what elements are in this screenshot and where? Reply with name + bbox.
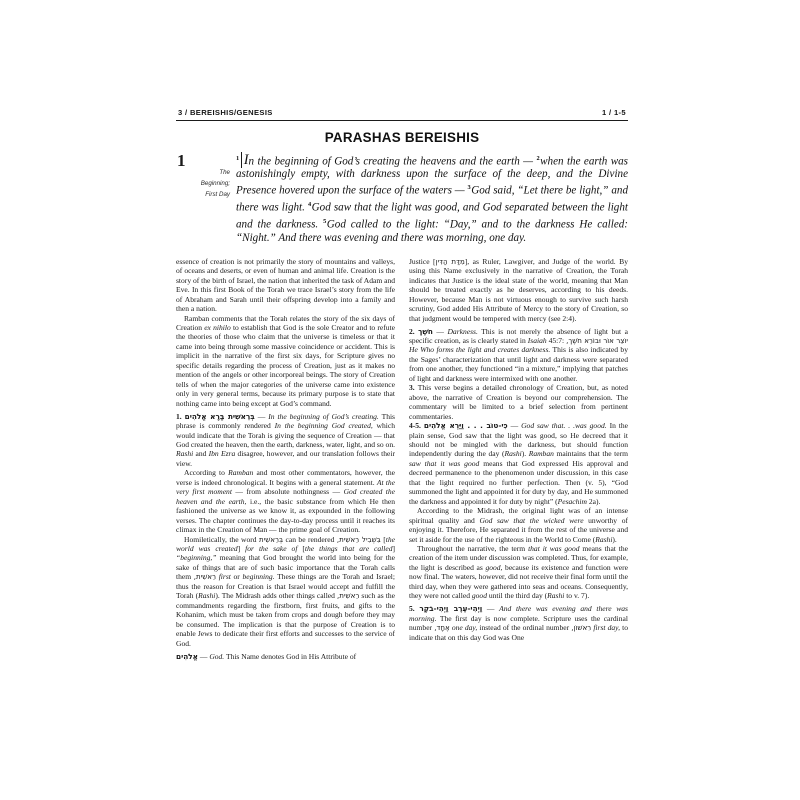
- text-run: He Who forms the light and creates darkness.: [409, 345, 551, 355]
- book-page: [176, 108, 628, 708]
- text-run: Ramban: [528, 449, 554, 459]
- hebrew-phrase: יוֹצֵר אוֹר וּבוֹרֵא חֹשֶׁך,: [566, 336, 628, 346]
- hebrew-phrase: מִדַּת הַדִּין: [435, 256, 465, 266]
- text-run: —: [197, 651, 210, 661]
- text-run: that it was good: [528, 544, 580, 553]
- text-run: maintains that the term: [553, 449, 628, 459]
- text-run: Ibn Ezra: [208, 449, 236, 459]
- text-run: God saw that. . .was good.: [521, 421, 607, 431]
- verse-number: 2: [536, 154, 540, 162]
- text-run: 3.: [409, 383, 418, 393]
- commentary-paragraph: [176, 314, 395, 409]
- text-run: Rashi: [198, 591, 216, 601]
- verse-number: 5: [323, 217, 327, 225]
- commentary-paragraph: [176, 535, 395, 648]
- text-run: i.e., the basic substance from which He then fashioned the universe as we know it, as expounded in the following verses. The chapter continues the day-to-day process until it reaches its climax in the Creation of Man — the prime goal of Creation.: [176, 496, 395, 535]
- text-run: and: [193, 449, 209, 459]
- text-run: for the sake of: [245, 544, 298, 553]
- hebrew-phrase: וַיְהִי‑עֶרֶב וַיְהִי‑בֹקֶר: [419, 604, 483, 614]
- text-run: which would indicate that the Torah is giving the sequence of Creation — that God created the heaven, then the earth, darkness, water, light, and so on.: [176, 421, 395, 450]
- margin-label: Beginning;: [200, 179, 230, 187]
- commentary-paragraph: [409, 506, 628, 544]
- text-run: 1.: [176, 411, 185, 421]
- text-run: ).: [521, 449, 529, 459]
- commentary-paragraph: [176, 468, 395, 534]
- text-run: to v. 7).: [564, 591, 590, 601]
- text-run: saw that it was good: [409, 458, 480, 468]
- text-run: to indicate that on this day God was One: [409, 623, 628, 642]
- text-run: 45:7:: [546, 336, 567, 346]
- text-run: ).: [612, 534, 617, 544]
- text-run: instead of the ordinal number: [477, 623, 572, 633]
- commentary-entry: [409, 421, 628, 506]
- running-head-left: 3 / BEREISHIS/GENESIS: [178, 108, 273, 117]
- hebrew-phrase: חֹשֶׁך: [418, 326, 433, 336]
- commentary-entry: [409, 383, 628, 421]
- text-run: According to the Midrash, the original light was of an intense spiritual quality and: [409, 506, 628, 525]
- text-run: God.: [209, 651, 225, 661]
- text-run: ]: [237, 544, 246, 553]
- text-run: good,: [485, 562, 503, 572]
- header-rule: [176, 120, 628, 121]
- hebrew-phrase: אֶחָד,: [434, 623, 450, 633]
- text-run: one day,: [451, 623, 478, 633]
- text-run: such as the commandments regarding the firstborn, first fruits, and gifts to the Kohanim, which must be taken from crops and dough before they may be consumed. The implication is that the purpose of Creation is to enable Jews to dedicate their first efforts and successes to the service of God.: [176, 591, 395, 648]
- verse-text: God said, “Let there be light,” and there was light.: [236, 185, 628, 214]
- text-run: first: [218, 572, 231, 582]
- hebrew-phrase: בִּשְׁבִיל רֵאשִׁית,: [336, 534, 381, 544]
- text-run: In the plain sense, God saw that the light was good, so He decreed that it should not be mingled with the darkness, but should function independently during the day (: [409, 421, 629, 459]
- text-run: In the beginning of God’s creating.: [268, 411, 379, 421]
- hebrew-phrase: כִּי‑טוֹב . . . וַיַּרְא אֱלֹהִים: [423, 421, 508, 431]
- commentary-paragraph: [409, 544, 628, 601]
- text-run: God saw that the wicked were: [479, 515, 584, 525]
- text-run: Justice [: [409, 256, 436, 266]
- text-run: — from absolute nothingness —: [231, 487, 344, 497]
- verse-number: 4: [307, 201, 312, 209]
- text-run: This verse begins a detailed chronology of Creation, but, as noted above, the narrative of Creation is beyond our comprehension. The commentary will be limited to a brief selection from pertinent commentaries.: [409, 383, 629, 421]
- text-run: In the beginning God created,: [274, 421, 373, 431]
- commentary-paragraph: [176, 257, 395, 314]
- text-run: means that God expressed His approval and decreed permanence to the phenomenon under discussion, in this case that the light required no further perfection. Then (v. 5), “God summoned the light and appointed it for duty by day, and He summoned the darkness and appointed it for duty by night” (: [409, 458, 628, 506]
- text-run: Rashi: [504, 449, 522, 459]
- commentary-column-left: [176, 257, 395, 661]
- commentary-column-right: [409, 257, 628, 661]
- verse-text: God saw that the light was good, and God separated between the light and the darkness.: [236, 201, 628, 231]
- text-run: to establish that God is the sole Creator and to refute the theories of those who claim that the universe is timeless or that it came into being through some massive coincidence or accident. This is implicit in the narrative of the first six days, for Scripture gives no specific details regarding the process of Creation, just as it makes no mention of the angels or other incorporeal beings. The story of Creation tells of when the major categories of the universe came into existence only in very general terms, because its primary purpose is to state that nothing came into being except at God’s command.: [176, 322, 396, 408]
- margin-label: The: [219, 168, 230, 176]
- drop-cap: I: [241, 152, 249, 168]
- text-run: This is not merely the absence of light but a specific creation, as is clearly stated in: [409, 326, 629, 346]
- text-run: unworthy of enjoying it. Therefore, He separated it from the rest of the universe and set it aside for the use of the righteous in the World to Come (: [409, 515, 628, 544]
- hebrew-phrase: רִאשׁוֹן,: [571, 623, 592, 633]
- text-run: meaning that God brought the world into being for the sake of things that are of such basic importance that the Torah calls them: [176, 553, 395, 582]
- text-run: —: [482, 604, 500, 614]
- parashah-title: PARASHAS BEREISHIS: [324, 129, 480, 145]
- text-run: beginning.: [242, 572, 275, 582]
- text-run: At the very first moment: [176, 477, 395, 497]
- text-run: The first day is now complete. Scripture uses the cardinal number: [409, 613, 628, 633]
- text-run: disagree, however, and our translation follows their view.: [176, 449, 395, 468]
- margin-label: First Day: [205, 190, 230, 198]
- text-run: —: [254, 411, 269, 421]
- text-run: Pesachim: [557, 496, 587, 506]
- text-run: 4-5.: [409, 421, 424, 431]
- commentary-entry: [409, 327, 628, 384]
- verse-number: 1: [236, 154, 240, 162]
- text-run: until the third day (: [486, 591, 548, 601]
- verse-text: n the beginning of God’s creating the heavens and the earth —: [248, 155, 537, 168]
- text-run: This Name denotes God in His Attribute of: [224, 651, 357, 661]
- text-run: And there was evening and there was morning.: [409, 604, 628, 623]
- text-run: means that the creation of the item under discussion was completed. Thus, for example, the light is described as: [409, 544, 629, 572]
- verse-text: God called to the light: “Day,” and to the darkness He called: “Night.” And there was evening and there was morning, one day.: [236, 218, 629, 244]
- text-run: ], as Ruler, Lawgiver, and Judge of the world. By using this Name exclusively in the narrative of Creation, the Torah indicates that Justice is the ideal state of the world, meaning that Man should be treated exactly as he deserves, according to his deeds. However, because Man is not virtuous enough to survive such harsh scrutiny, God added His Attribute of Mercy to the story of Creation, so that judgment would be tempered with mercy (see 2:4).: [409, 256, 628, 323]
- text-run: ]: [392, 544, 395, 553]
- text-run: This is also indicated by the Sages’ characterization that until light and darkness were separated from one another, they functioned “in a mixture,” implying that patches of light and darkness were intermixed with one another.: [409, 345, 628, 383]
- text-run: Ramban comments that the Torah relates the story of the six days of Creation: [176, 313, 395, 332]
- text-run: Ramban: [228, 468, 254, 478]
- text-run: good: [471, 591, 487, 601]
- text-run: 2.: [409, 326, 419, 336]
- text-run: —: [507, 421, 522, 431]
- running-head-right: 1 / 1-5: [602, 108, 626, 117]
- text-run: Isaiah: [527, 336, 547, 346]
- text-run: the world was created: [176, 534, 395, 553]
- text-run: Rashi: [176, 449, 194, 459]
- text-run: This phrase is commonly rendered: [176, 411, 395, 431]
- hebrew-phrase: רֵאשִׁית,: [193, 572, 217, 582]
- text-run: Throughout the narrative, the term: [417, 544, 529, 553]
- text-run: These things are the Torah and Israel; thus the reason for Creation is that Israel would accept and fulfill the Torah (: [176, 572, 395, 601]
- text-run: Darkness.: [447, 326, 478, 336]
- text-run: can be rendered: [283, 534, 337, 544]
- margin-section-labels: [176, 167, 230, 201]
- text-run: According to: [184, 468, 229, 478]
- chapter-number: 1: [177, 150, 186, 170]
- hebrew-phrase: בְּרֵאשִׁית: [258, 534, 284, 544]
- text-run: ex nihilo: [204, 322, 231, 332]
- text-run: first day,: [593, 623, 620, 633]
- text-run: [: [297, 544, 305, 553]
- commentary-paragraph: [409, 257, 628, 323]
- commentary-entry: [409, 604, 628, 642]
- text-run: Rashi: [595, 534, 613, 544]
- hebrew-phrase: אֱלֹהִים: [176, 651, 198, 661]
- text-run: God created the heaven and the earth,: [176, 487, 396, 506]
- text-run: [: [380, 534, 386, 544]
- hebrew-phrase: רֵאשִׁית,: [337, 591, 360, 601]
- text-run: 5.: [409, 604, 420, 614]
- text-run: 2a).: [586, 496, 601, 506]
- translation-text: [236, 152, 628, 245]
- text-run: and most other commentators, however, the verse is indeed chronological. It begins with a general statement.: [176, 468, 396, 487]
- scripture-translation-block: [176, 152, 628, 245]
- verse-number: 3: [467, 184, 471, 192]
- commentary-entry: [176, 412, 395, 469]
- text-run: or: [230, 572, 243, 582]
- text-run: —: [432, 326, 448, 336]
- text-run: ). The Midrash adds other things called: [215, 591, 338, 601]
- commentary-entry: [176, 652, 395, 661]
- text-run: because its existence and function were now final. The waters, however, did not receive their final form until the third day, when they were gathered into seas and oceans. Consequently, they were not called: [409, 562, 628, 601]
- text-run: Rashi: [547, 591, 565, 601]
- verse-text: when the earth was astonishingly empty, with darkness upon the surface of the deep, and the Divine Presence hovered upon the surface of the waters —: [236, 155, 628, 198]
- running-head: [176, 108, 628, 120]
- hebrew-phrase: בְּרֵאשִׁית בָּרָא אֱלֹהִים: [184, 411, 255, 421]
- commentary-region: [176, 257, 628, 661]
- text-run: the things that are called: [304, 544, 393, 553]
- text-run: Homiletically, the word: [184, 534, 259, 544]
- text-run: “beginning,”: [176, 553, 217, 563]
- text-run: essence of creation is not primarily the story of mountains and valleys, of oceans and deserts, or even of human and animal life. Creation is the story of the birth of Israel, the nation that inherited the task of Adam and Eve. In this first Book of the Torah we trace Israel’s story from the life of Abraham and Sarah until their offspring develop into a family and then a nation.: [176, 256, 396, 314]
